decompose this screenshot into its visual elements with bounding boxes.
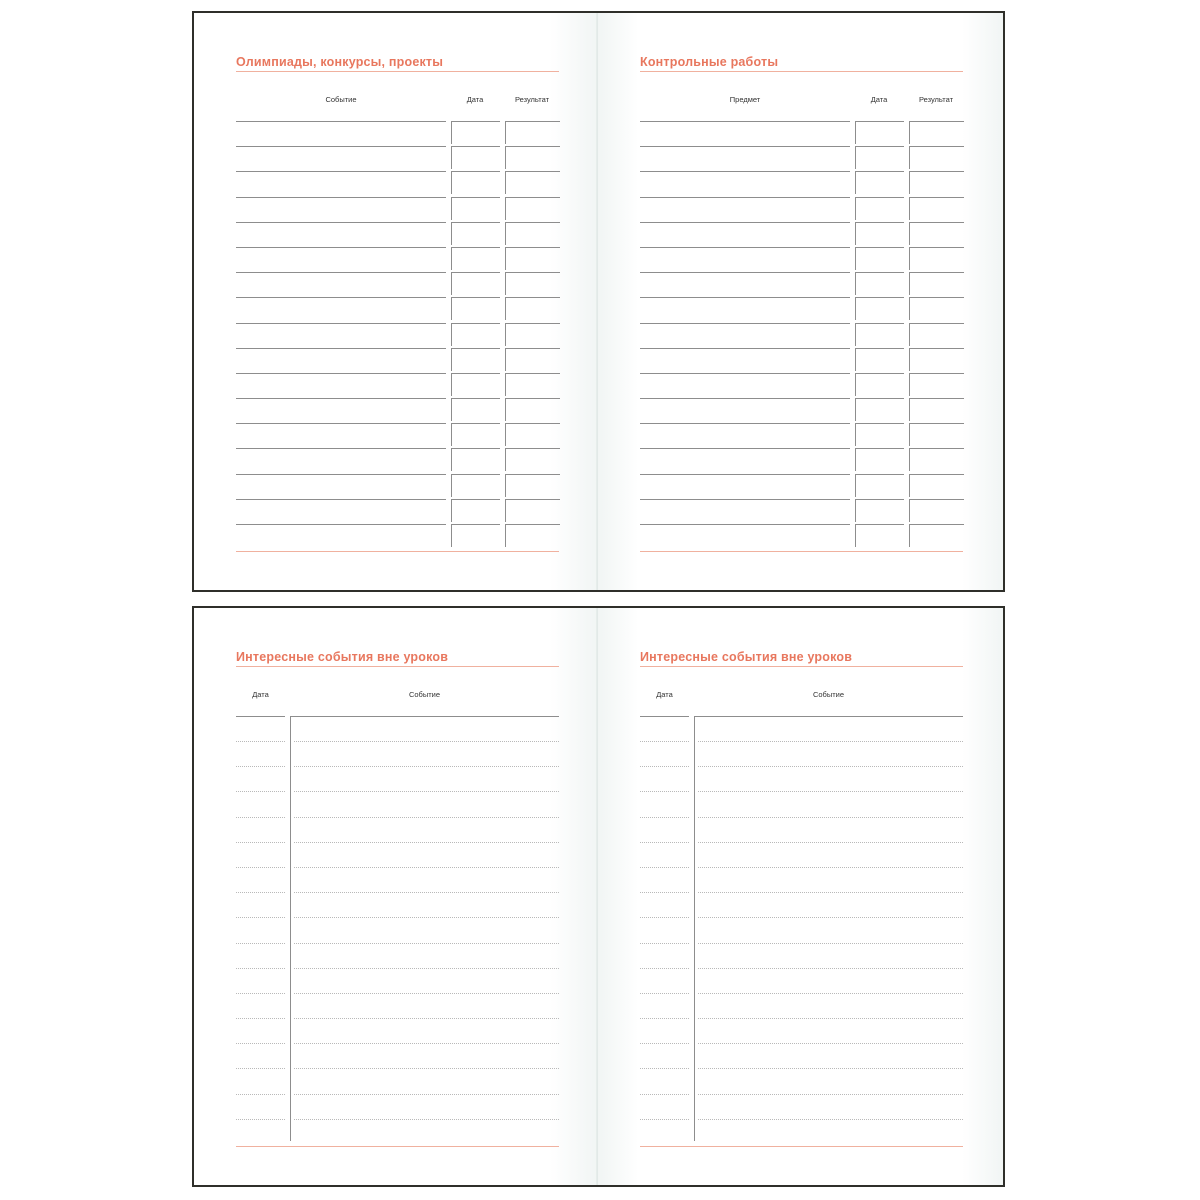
result-cell[interactable] [909,323,964,346]
name-cell[interactable] [236,197,446,198]
event-line [640,1069,963,1094]
column-header-date: Дата [466,95,484,104]
date-cell[interactable] [855,247,904,270]
name-cell[interactable] [236,121,446,122]
bottom-divider [640,1146,963,1147]
table-row [640,323,963,348]
result-cell[interactable] [505,448,560,471]
result-cell[interactable] [909,448,964,471]
event-line [640,943,963,968]
name-cell[interactable] [640,121,850,122]
table-row [640,297,963,322]
event-lines [640,716,963,1141]
title-divider [236,71,559,72]
event-line [640,716,963,741]
name-cell[interactable] [236,297,446,298]
table-row [236,197,559,222]
result-cell[interactable] [909,197,964,220]
table-row [236,373,559,398]
name-cell[interactable] [236,524,446,525]
result-cell[interactable] [505,398,560,421]
result-cell[interactable] [505,423,560,446]
name-cell[interactable] [640,398,850,399]
result-cell[interactable] [909,121,964,144]
event-line [640,1119,963,1144]
column-header-date: Дата [870,95,888,104]
name-cell[interactable] [640,323,850,324]
result-cell[interactable] [505,247,560,270]
event-line [236,842,559,867]
result-cell[interactable] [909,171,964,194]
date-cell[interactable] [451,197,500,220]
event-line [640,867,963,892]
table-row [640,373,963,398]
result-cell[interactable] [505,499,560,522]
table-row [236,348,559,373]
page-title: Интересные события вне уроков [236,650,449,664]
date-cell[interactable] [855,146,904,169]
event-line [236,993,559,1018]
name-cell[interactable] [640,297,850,298]
event-line [236,918,559,943]
date-cell[interactable] [855,121,904,144]
table-row [236,146,559,171]
page-title: Олимпиады, конкурсы, проекты [236,55,444,69]
title-divider [640,71,963,72]
result-cell[interactable] [505,297,560,320]
name-cell[interactable] [640,171,850,172]
table-row [640,524,963,549]
event-line [640,766,963,791]
event-line [236,867,559,892]
table-row [236,423,559,448]
event-line [236,817,559,842]
table-row [236,171,559,196]
date-cell[interactable] [855,398,904,421]
column-header-subject: Предмет [729,95,761,104]
result-cell[interactable] [909,272,964,295]
name-cell[interactable] [236,348,446,349]
date-cell[interactable] [451,121,500,144]
name-cell[interactable] [236,499,446,500]
event-line [236,766,559,791]
event-line [236,1043,559,1068]
result-cell[interactable] [909,474,964,497]
name-cell[interactable] [236,272,446,273]
page-events-left [194,608,598,1185]
event-line [236,943,559,968]
date-cell[interactable] [855,197,904,220]
result-cell[interactable] [505,197,560,220]
result-cell[interactable] [505,348,560,371]
name-cell[interactable] [640,448,850,449]
bottom-divider [236,1146,559,1147]
result-cell[interactable] [505,222,560,245]
date-cell[interactable] [451,222,500,245]
name-cell[interactable] [640,222,850,223]
date-cell[interactable] [855,499,904,522]
result-cell[interactable] [909,499,964,522]
table-row [640,197,963,222]
result-cell[interactable] [909,146,964,169]
event-line [236,1094,559,1119]
name-cell[interactable] [236,474,446,475]
result-cell[interactable] [909,373,964,396]
date-cell[interactable] [855,423,904,446]
table-row [236,297,559,322]
date-cell[interactable] [451,474,500,497]
date-cell[interactable] [451,323,500,346]
table-row [640,146,963,171]
event-line [640,1094,963,1119]
spread-extracurricular-events [192,606,1005,1187]
name-cell[interactable] [640,146,850,147]
event-line [640,842,963,867]
event-line [640,892,963,917]
date-cell[interactable] [855,373,904,396]
date-cell[interactable] [451,146,500,169]
title-divider [236,666,559,667]
event-line [236,1018,559,1043]
column-header-result: Результат [918,95,954,104]
date-cell[interactable] [451,297,500,320]
result-cell[interactable] [909,398,964,421]
page-title: Интересные события вне уроков [640,650,853,664]
table-row [236,272,559,297]
date-cell[interactable] [855,222,904,245]
date-cell[interactable] [855,524,904,547]
name-cell[interactable] [640,247,850,248]
name-cell[interactable] [236,398,446,399]
event-line [640,968,963,993]
event-line [236,892,559,917]
event-lines [236,716,559,1141]
table-row [640,348,963,373]
name-cell[interactable] [236,222,446,223]
result-cell[interactable] [505,121,560,144]
date-cell[interactable] [855,171,904,194]
date-cell[interactable] [855,448,904,471]
table-row [236,247,559,272]
table-row [236,524,559,549]
event-line [640,918,963,943]
event-line [640,1018,963,1043]
entry-table [236,121,559,546]
event-line [236,1119,559,1144]
table-row [640,499,963,524]
result-cell[interactable] [505,524,560,547]
name-cell[interactable] [236,171,446,172]
table-row [640,474,963,499]
page-title: Контрольные работы [640,55,779,69]
table-row [640,423,963,448]
event-line [640,817,963,842]
date-cell[interactable] [451,423,500,446]
name-cell[interactable] [236,323,446,324]
column-header-result: Результат [514,95,550,104]
date-cell[interactable] [451,524,500,547]
page-tests [598,13,1003,590]
result-cell[interactable] [909,423,964,446]
title-divider [640,666,963,667]
result-cell[interactable] [505,323,560,346]
result-cell[interactable] [909,297,964,320]
page-olympiads [194,13,598,590]
date-cell[interactable] [451,272,500,295]
date-cell[interactable] [451,247,500,270]
date-cell[interactable] [855,474,904,497]
event-line [236,741,559,766]
spread-olympiads-tests [192,11,1005,592]
name-cell[interactable] [640,524,850,525]
column-header-event: Событие [325,95,357,104]
result-cell[interactable] [505,272,560,295]
table-row [640,222,963,247]
result-cell[interactable] [505,373,560,396]
date-cell[interactable] [855,323,904,346]
table-row [640,398,963,423]
column-header-date: Дата [656,690,673,699]
date-cell[interactable] [451,171,500,194]
result-cell[interactable] [909,247,964,270]
name-cell[interactable] [236,423,446,424]
result-cell[interactable] [505,146,560,169]
entry-table [640,121,963,546]
event-line [236,716,559,741]
name-cell[interactable] [640,474,850,475]
bottom-divider [640,551,963,552]
date-cell[interactable] [451,348,500,371]
event-line [640,993,963,1018]
table-row [236,222,559,247]
result-cell[interactable] [505,474,560,497]
result-cell[interactable] [505,171,560,194]
name-cell[interactable] [640,423,850,424]
table-row [236,121,559,146]
table-row [640,272,963,297]
table-row [236,499,559,524]
result-cell[interactable] [909,348,964,371]
table-row [640,448,963,473]
name-cell[interactable] [236,373,446,374]
event-line [236,968,559,993]
date-cell[interactable] [855,348,904,371]
page-events-right [598,608,1003,1185]
table-row [236,323,559,348]
name-cell[interactable] [236,146,446,147]
event-line [640,741,963,766]
date-cell[interactable] [855,272,904,295]
column-header-event: Событие [408,690,441,699]
date-cell[interactable] [451,499,500,522]
column-header-date: Дата [252,690,269,699]
table-row [640,247,963,272]
name-cell[interactable] [236,448,446,449]
table-row [236,448,559,473]
event-line [236,1069,559,1094]
table-row [640,121,963,146]
name-cell[interactable] [640,197,850,198]
name-cell[interactable] [640,348,850,349]
name-cell[interactable] [236,247,446,248]
date-cell[interactable] [451,448,500,471]
result-cell[interactable] [909,222,964,245]
event-line [640,792,963,817]
event-line [236,792,559,817]
name-cell[interactable] [640,272,850,273]
column-header-event: Событие [812,690,845,699]
date-cell[interactable] [451,398,500,421]
table-row [236,398,559,423]
name-cell[interactable] [640,373,850,374]
name-cell[interactable] [640,499,850,500]
date-cell[interactable] [451,373,500,396]
table-row [640,171,963,196]
result-cell[interactable] [909,524,964,547]
date-cell[interactable] [855,297,904,320]
table-row [236,474,559,499]
event-line [640,1043,963,1068]
bottom-divider [236,551,559,552]
